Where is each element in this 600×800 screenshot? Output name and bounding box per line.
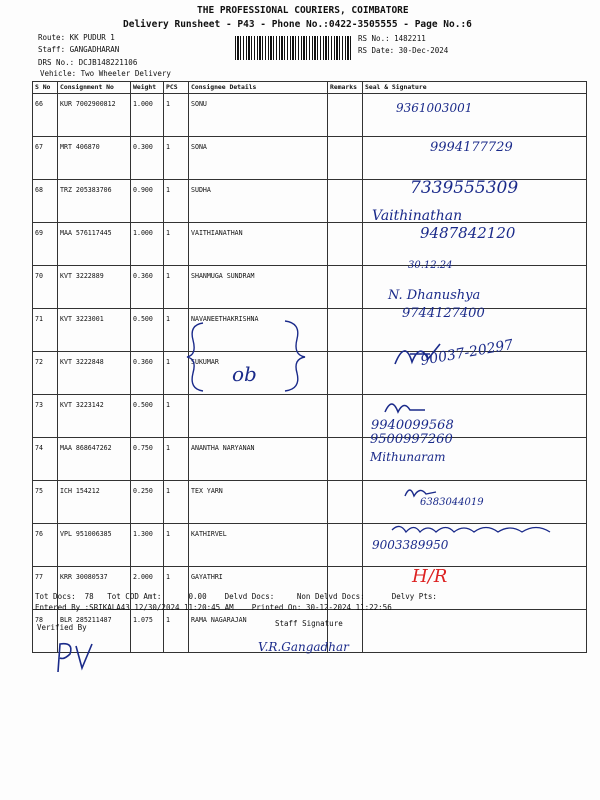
row-consignee: VAITHIANATHAN — [189, 223, 328, 266]
row-consignment: KRR 30080537 — [58, 567, 131, 610]
row-sno: 67 — [33, 137, 58, 180]
row-weight: 1.075 — [131, 610, 164, 653]
row-sno: 78 — [33, 610, 58, 653]
col-pcs: PCS — [164, 82, 189, 94]
handwriting-r74: 9940099568 — [371, 418, 454, 433]
row-sno: 77 — [33, 567, 58, 610]
row-consignment: TRZ 205383706 — [58, 180, 131, 223]
row-weight: 1.000 — [131, 223, 164, 266]
drs-number: DRS No.: DCJB148221106 — [38, 58, 138, 67]
signature-scribble-r76 — [402, 482, 442, 502]
row-sno: 68 — [33, 180, 58, 223]
handwriting-r66: 9361003001 — [396, 101, 473, 115]
table-row — [33, 481, 587, 524]
row-signature — [363, 567, 587, 610]
row-sno: 72 — [33, 352, 58, 395]
row-pcs: 1 — [164, 567, 189, 610]
row-consignment: KVT 3223142 — [58, 395, 131, 438]
col-remarks: Remarks — [328, 82, 363, 94]
verified-by-label: Verified By — [37, 623, 87, 632]
row-pcs: 1 — [164, 395, 189, 438]
row-sno: 70 — [33, 266, 58, 309]
handwriting-r71: N. Dhanushya — [388, 288, 481, 303]
staff-signature-label: Staff Signature — [275, 619, 343, 628]
row-remarks — [328, 180, 363, 223]
row-consignment: BLR 285211487 — [58, 610, 131, 653]
row-consignee: SUKUMAR — [189, 352, 328, 395]
row-consignee — [189, 395, 328, 438]
col-consignee: Consignee Details — [189, 82, 328, 94]
row-consignee: SHANMUGA SUNDRAM — [189, 266, 328, 309]
row-weight: 0.360 — [131, 266, 164, 309]
row-remarks — [328, 481, 363, 524]
row-consignment: VPL 951006385 — [58, 524, 131, 567]
row-pcs: 1 — [164, 481, 189, 524]
row-remarks — [328, 395, 363, 438]
row-sno: 74 — [33, 438, 58, 481]
handwriting-ob: ob — [232, 362, 257, 386]
row-consignee: KATHIRVEL — [189, 524, 328, 567]
table-row — [33, 395, 587, 438]
row-weight: 0.750 — [131, 438, 164, 481]
vehicle: Vehicle: Two Wheeler Delivery — [40, 69, 171, 78]
table-header-row — [33, 82, 587, 94]
row-remarks — [328, 223, 363, 266]
row-consignment: MAA 576117445 — [58, 223, 131, 266]
row-remarks — [328, 137, 363, 180]
footer-entered: Entered By :SRIKALA43 12/30/2024 11:20:45 AM Printed On: 30-12-2024 11:22:56 — [35, 603, 392, 612]
row-pcs: 1 — [164, 438, 189, 481]
row-sno: 73 — [33, 395, 58, 438]
route: Route: KK PUDUR 1 — [38, 33, 115, 42]
rs-number: RS No.: 1482211 — [358, 34, 426, 43]
row-pcs: 1 — [164, 309, 189, 352]
row-weight: 0.500 — [131, 309, 164, 352]
company-name: THE PROFESSIONAL COURIERS, COIMBATORE — [197, 5, 409, 16]
row-weight: 0.250 — [131, 481, 164, 524]
row-weight: 0.300 — [131, 137, 164, 180]
row-pcs: 1 — [164, 180, 189, 223]
row-weight: 1.000 — [131, 94, 164, 137]
handwriting-r68: 7339555309 — [410, 178, 519, 198]
row-remarks — [328, 524, 363, 567]
row-pcs: 1 — [164, 266, 189, 309]
handwriting-r78: H/R — [412, 566, 448, 587]
handwriting-r73: 90037-20297 — [419, 336, 515, 370]
col-consignment: Consignment No — [58, 82, 131, 94]
signature-scribble-r72 — [390, 334, 450, 374]
row-sno: 75 — [33, 481, 58, 524]
barcode — [235, 36, 353, 60]
row-remarks — [328, 309, 363, 352]
row-consignment: KVT 3222848 — [58, 352, 131, 395]
row-remarks — [328, 352, 363, 395]
row-signature — [363, 94, 587, 137]
row-consignment: MAA 868647262 — [58, 438, 131, 481]
row-weight: 0.500 — [131, 395, 164, 438]
row-remarks — [328, 94, 363, 137]
handwriting-r69b: 9487842120 — [420, 224, 516, 242]
handwriting-r75: 9500997260 — [370, 432, 453, 447]
handwritten-bracket — [185, 315, 310, 395]
row-sno: 76 — [33, 524, 58, 567]
row-remarks — [328, 266, 363, 309]
row-weight: 1.300 — [131, 524, 164, 567]
verifier-signature — [52, 638, 102, 678]
row-pcs: 1 — [164, 137, 189, 180]
handwriting-r69: Vaithinathan — [372, 208, 463, 224]
row-sno: 69 — [33, 223, 58, 266]
row-pcs: 1 — [164, 610, 189, 653]
table-row — [33, 94, 587, 137]
row-weight: 0.360 — [131, 352, 164, 395]
rs-date: RS Date: 30-Dec-2024 — [358, 46, 449, 55]
row-weight: 0.900 — [131, 180, 164, 223]
footer-totals: Tot Docs: 78 Tot COD Amt: 0.00 Delvd Docs: Non Delvd Docs: Delvy Pts: — [35, 592, 437, 601]
row-consignment: KVT 3222889 — [58, 266, 131, 309]
row-consignee: NAVANEETHAKRISHNA — [189, 309, 328, 352]
row-pcs: 1 — [164, 524, 189, 567]
table-row — [33, 266, 587, 309]
row-consignee: GAYATHRI — [189, 567, 328, 610]
row-consignee: SONU — [189, 94, 328, 137]
handwriting-r77: 9003389950 — [372, 538, 449, 552]
staff: Staff: GANGADHARAN — [38, 45, 120, 54]
row-consignee: SUDHA — [189, 180, 328, 223]
row-consignment: ICH 154212 — [58, 481, 131, 524]
handwriting-r71b: 9744127400 — [402, 306, 485, 321]
row-consignee: SONA — [189, 137, 328, 180]
col-signature: Seal & Signature — [363, 82, 587, 94]
row-consignee: TEX YARN — [189, 481, 328, 524]
row-pcs: 1 — [164, 223, 189, 266]
handwriting-r76: 6383044019 — [420, 497, 484, 508]
row-remarks — [328, 438, 363, 481]
signature-scribble-r74 — [380, 394, 440, 419]
col-weight: Weight — [131, 82, 164, 94]
row-signature — [363, 610, 587, 653]
row-pcs: 1 — [164, 352, 189, 395]
signature-scribble-r77 — [390, 520, 560, 538]
table-row — [33, 438, 587, 481]
handwriting-r67: 9994177729 — [430, 140, 513, 155]
row-sno: 66 — [33, 94, 58, 137]
row-consignment: KVT 3223001 — [58, 309, 131, 352]
row-consignment: MRT 406870 — [58, 137, 131, 180]
handwriting-r75b: Mithunaram — [370, 450, 446, 464]
row-consignee: ANANTHA NARYANAN — [189, 438, 328, 481]
row-consignee: RAMA NAGARAJAN — [189, 610, 328, 653]
handwriting-r70: 30.12.24 — [408, 260, 453, 271]
row-sno: 71 — [33, 309, 58, 352]
row-weight: 2.000 — [131, 567, 164, 610]
row-consignment: KUR 7002900812 — [58, 94, 131, 137]
col-sno: S No — [33, 82, 58, 94]
row-pcs: 1 — [164, 94, 189, 137]
runsheet-title: Delivery Runsheet - P43 - Phone No.:0422-3505555 - Page No.:6 — [123, 19, 472, 30]
staff-signature: V.R.Gangadhar — [258, 640, 349, 654]
